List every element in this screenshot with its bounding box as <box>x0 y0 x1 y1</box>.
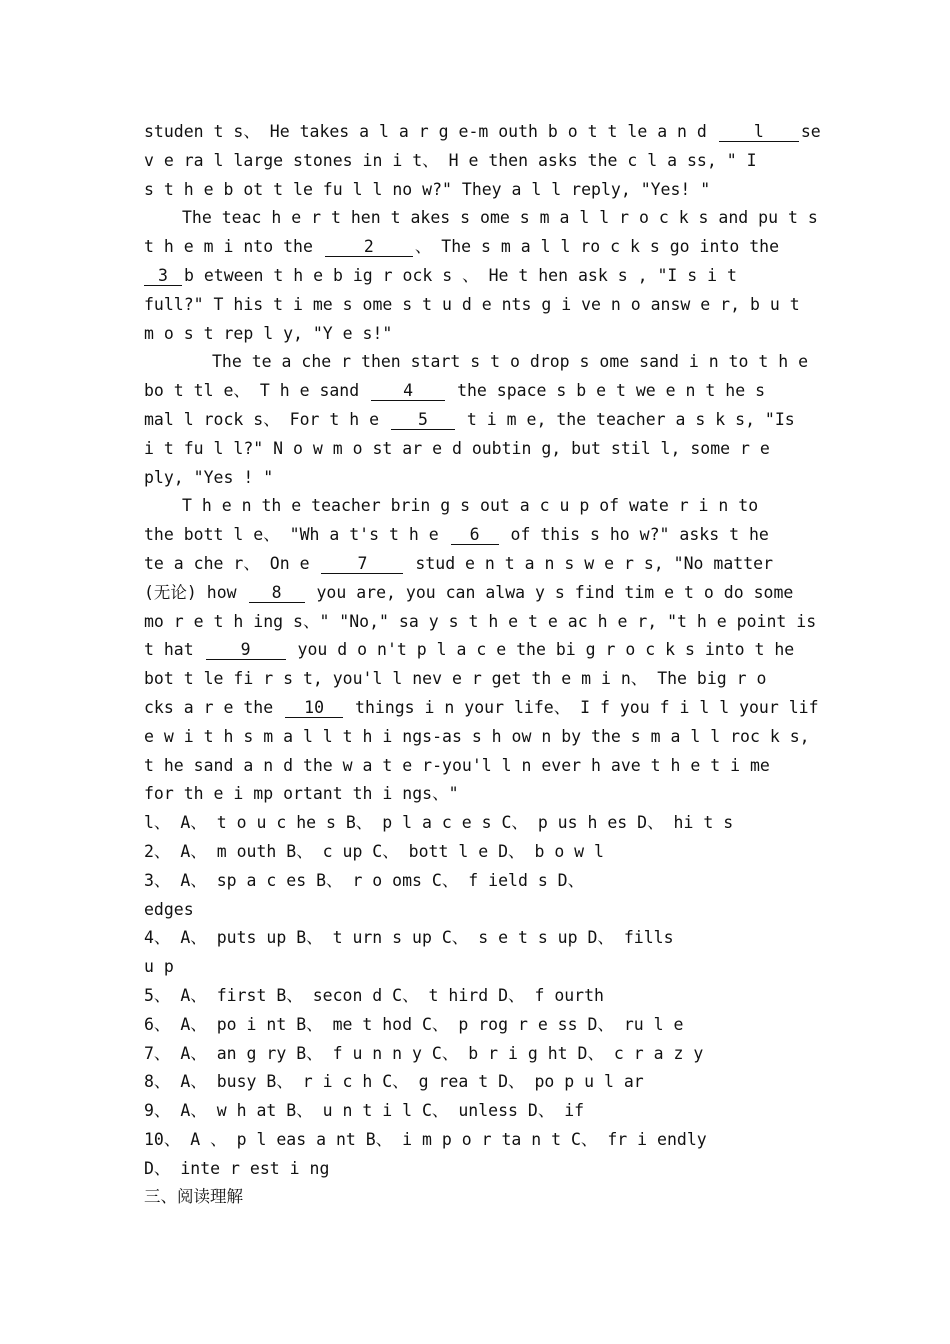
passage-line: bot t le fi r s t, you'l l nev e r get th e m i n、 The big r o <box>144 669 767 689</box>
passage-line: 3 b etween t h e b ig r ock s 、 He t hen ask s , "I s i t <box>144 262 808 291</box>
section-title: 三、阅读理解 <box>144 1187 243 1207</box>
passage-line: v e ra l large stones in i t、 H e then asks the c l a ss, " I <box>144 150 757 170</box>
blank-6: 6 <box>451 526 499 545</box>
option-line: 4、 A、 puts up B、 t urn s up C、 s e t s up D、 fills <box>144 928 674 948</box>
passage-line: m o s t rep l y, "Y e s!" <box>144 323 393 343</box>
blank-5: 5 <box>391 411 455 430</box>
passage-line: (无论) how 8 you are, you can alwa y s find tim e t o do some <box>144 582 794 602</box>
passage-line: for th e i mp ortant th i ngs、" <box>144 784 459 804</box>
option-line: 3、 A、 sp a c es B、 r o oms C、 f ield s D、 <box>144 870 585 890</box>
option-line: 10、 A 、 p l eas a nt B、 i m p o r ta n t C、 fr i endly <box>144 1129 707 1149</box>
passage-line: the bott l e、 "Wh a t's t h e 6 of this s ho w?" asks t he <box>144 525 769 545</box>
blank-7: 7 <box>321 555 403 574</box>
passage-line: The te a che r then start s t o drop s ome sand i n to t h e <box>212 352 809 372</box>
passage-line: T h e n th e teacher brin g s out a c u p of wate r i n to <box>182 496 759 516</box>
option-line: 5、 A、 first B、 secon d C、 t hird D、 f ourth <box>144 985 604 1005</box>
passage-line: mal l rock s、 For t h e 5 t i m e, the teacher a s k s, "Is <box>144 409 795 429</box>
passage-line: i t fu l l?" N o w m o st ar e d oubtin g, but stil l, some r e <box>144 438 770 458</box>
passage-line: The teac h e r t hen t akes s ome s m a l l r o c k s and pu t s <box>182 208 818 228</box>
passage-line: t h e m i nto the 2 、 The s m a l l ro c k s go into the <box>144 237 780 257</box>
option-line: D、 inte r est i ng <box>144 1158 330 1178</box>
passage-line: mo r e t h ing s、" "No," sa y s t h e t e ac h e r, "t h e point is <box>144 611 817 631</box>
option-line: 8、 A、 busy B、 r i c h C、 g rea t D、 po p u l ar <box>144 1072 644 1092</box>
blank-10: 10 <box>285 699 343 718</box>
blank-4: 4 <box>371 382 445 401</box>
blank-2: 2 <box>325 238 413 257</box>
passage-line: t he sand a n d the w a t e r-you'l l n ever h ave t h e t i me <box>144 755 770 775</box>
passage-line: te a che r、 On e 7 stud e n t a n s w e r s, "No matter <box>144 553 774 573</box>
passage-line: t hat 9 you d o n't p l a c e the bi g r o c k s into t he <box>144 640 795 660</box>
blank-1: l <box>719 123 799 142</box>
blank-8: 8 <box>249 584 305 603</box>
option-line: l、 A、 t o u c he s B、 p l a c e s C、 p us h es D、 hi t s <box>144 813 734 833</box>
blank-3: 3 <box>144 267 182 286</box>
document-page <box>144 118 821 1212</box>
passage-line: ply, "Yes ! " <box>144 467 274 487</box>
passage-line: cks a r e the 10 things i n your life、 I f you f i l l your lif <box>144 697 819 717</box>
passage-line: bo t tl e、 T h e sand 4 the space s b e t we e n t he s <box>144 381 766 401</box>
option-line: u p <box>144 957 174 977</box>
option-line: 6、 A、 po i nt B、 me t hod C、 p rog r e ss D、 ru l e <box>144 1014 684 1034</box>
option-line: 2、 A、 m outh B、 c up C、 bott l e D、 b o w l <box>144 841 604 861</box>
passage-line: e w i t h s m a l l t h i ngs-as s h ow n by the s m a l l roc k s, <box>144 726 810 746</box>
passage-line: studen t s、 He takes a l a r g e-m outh b o t t le a n d l se <box>144 122 821 141</box>
option-line: 9、 A、 w h at B、 u n t i l C、 unless D、 if <box>144 1101 585 1121</box>
passage-line: s t h e b ot t le fu l l no w?" They a l l reply, "Yes! " <box>144 179 711 199</box>
blank-9: 9 <box>206 641 286 660</box>
option-line: 7、 A、 an g ry B、 f u n n y C、 b r i g ht D、 c r a z y <box>144 1043 704 1063</box>
passage-line: full?" T his t i me s ome s t u d e nts g i ve n o answ e r, b u t <box>144 294 800 314</box>
option-line: edges <box>144 899 194 919</box>
